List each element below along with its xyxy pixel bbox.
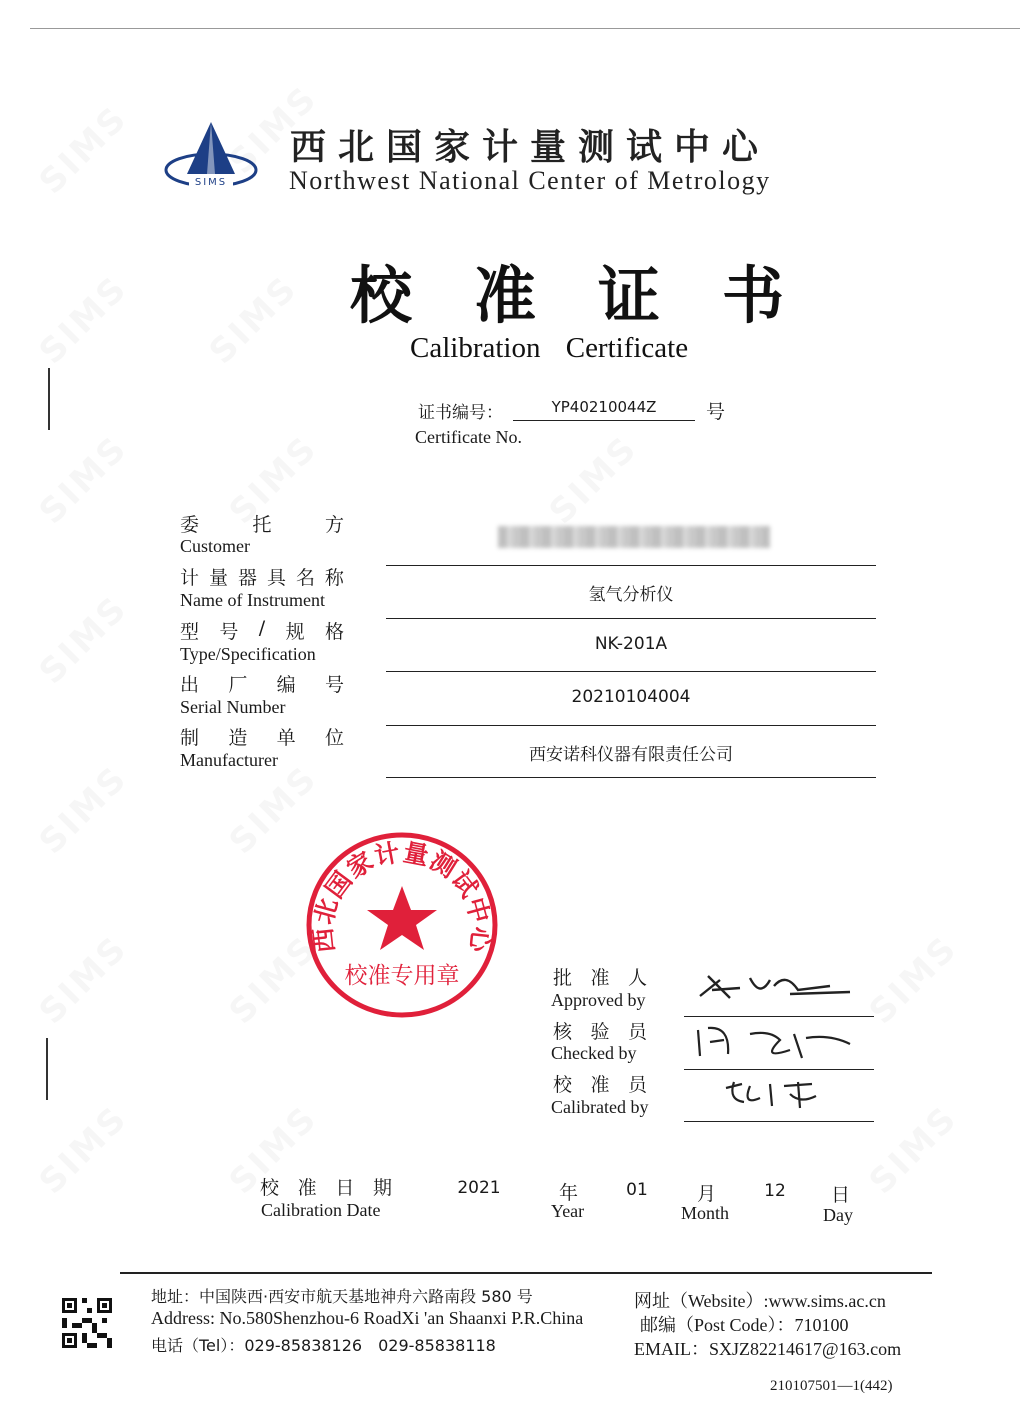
sig-label-en: Checked by bbox=[551, 1043, 637, 1063]
qr-code bbox=[62, 1298, 112, 1348]
sig-underline bbox=[684, 1121, 874, 1122]
field-value-instrument: 氢气分析仪 bbox=[588, 585, 674, 605]
footer-tel: 电话（Tel）：029-85838126 029-85838118 bbox=[151, 1336, 496, 1355]
sig-label-en: Approved by bbox=[551, 990, 646, 1010]
org-name-cn: 西北国家计量测试中心 bbox=[290, 127, 771, 168]
field-label-en: Type/Specification bbox=[180, 644, 316, 664]
cert-no-suffix: 号 bbox=[706, 401, 726, 423]
footer-website: 网址（Website）:www.sims.ac.cn bbox=[634, 1291, 886, 1311]
field-value-serial: 20210104004 bbox=[571, 687, 691, 707]
logo-text: SIMS bbox=[194, 177, 228, 188]
field-value-type: NK-201A bbox=[594, 634, 668, 654]
field-underline bbox=[386, 565, 876, 566]
footer-divider bbox=[120, 1272, 932, 1274]
field-underline bbox=[386, 618, 876, 619]
date-label-cn: 校 准 日 期 bbox=[260, 1177, 392, 1199]
sig-underline bbox=[684, 1069, 874, 1070]
field-label-cn: 出 厂 编 号 bbox=[180, 674, 344, 696]
field-label-cn: 计 量 器 具 名 称 bbox=[180, 567, 344, 589]
footer-postcode: 邮编（Post Code）：710100 bbox=[640, 1315, 849, 1335]
binding-mark bbox=[46, 1038, 48, 1100]
sig-label-cn: 校 准 员 bbox=[553, 1074, 647, 1096]
field-value-manufacturer: 西安诺科仪器有限责任公司 bbox=[529, 745, 733, 765]
field-label-cn: 制 造 单 位 bbox=[180, 727, 344, 749]
sig-label-cn: 核 验 员 bbox=[553, 1021, 647, 1043]
redacted-customer bbox=[498, 526, 770, 548]
calibration-seal bbox=[304, 830, 500, 1020]
date-year-en: Year bbox=[551, 1201, 585, 1221]
date-day-en: Day bbox=[823, 1205, 853, 1225]
date-day-cn: 日 bbox=[831, 1184, 851, 1206]
date-month-value: 01 bbox=[626, 1180, 648, 1200]
field-label-cn: 委 托 方 bbox=[180, 514, 344, 536]
field-underline bbox=[386, 777, 876, 778]
cert-no-label-en: Certificate No. bbox=[415, 427, 522, 447]
cert-no-label-cn: 证书编号： bbox=[418, 403, 503, 423]
sims-logo bbox=[163, 118, 259, 196]
title-en: Calibration Certificate bbox=[410, 332, 689, 364]
seal-ring-text: 西北国家计量测试中心 bbox=[308, 837, 496, 955]
form-code: 210107501—1(442) bbox=[770, 1378, 893, 1394]
sig-underline bbox=[684, 1016, 874, 1017]
cert-no-underline bbox=[513, 420, 695, 421]
page-top-border bbox=[30, 28, 1020, 29]
date-label-en: Calibration Date bbox=[261, 1200, 381, 1220]
checked-signature-image bbox=[690, 1020, 860, 1064]
footer-email: EMAIL：SXJZ82214617@163.com bbox=[634, 1339, 902, 1359]
footer-address-en: Address: No.580Shenzhou-6 RoadXi 'an Shaanxi P.R.China bbox=[151, 1308, 584, 1328]
approved-signature-image bbox=[690, 968, 860, 1008]
field-underline bbox=[386, 671, 876, 672]
calibrated-signature-image bbox=[720, 1076, 830, 1114]
sig-label-en: Calibrated by bbox=[551, 1097, 649, 1117]
seal-center-text: 校准专用章 bbox=[344, 963, 460, 989]
field-label-en: Name of Instrument bbox=[180, 590, 325, 610]
cert-no-value: YP40210044Z bbox=[551, 398, 657, 416]
date-month-en: Month bbox=[681, 1203, 730, 1223]
field-label-en: Customer bbox=[180, 536, 250, 556]
date-year-value: 2021 bbox=[457, 1178, 501, 1198]
title-cn: 校准证书 bbox=[350, 259, 847, 332]
date-day-value: 12 bbox=[764, 1181, 786, 1201]
sig-label-cn: 批 准 人 bbox=[553, 967, 647, 989]
field-underline bbox=[386, 725, 876, 726]
field-label-cn: 型 号 / 规 格 bbox=[180, 617, 344, 643]
footer-address-cn: 地址：中国陕西·西安市航天基地神舟六路南段 580 号 bbox=[151, 1287, 533, 1306]
org-name-en: Northwest National Center of Metrology bbox=[289, 166, 771, 195]
field-label-en: Serial Number bbox=[180, 697, 286, 717]
binding-mark bbox=[48, 368, 50, 430]
field-label-en: Manufacturer bbox=[180, 750, 278, 770]
date-year-cn: 年 bbox=[559, 1182, 579, 1204]
date-month-cn: 月 bbox=[697, 1183, 717, 1205]
